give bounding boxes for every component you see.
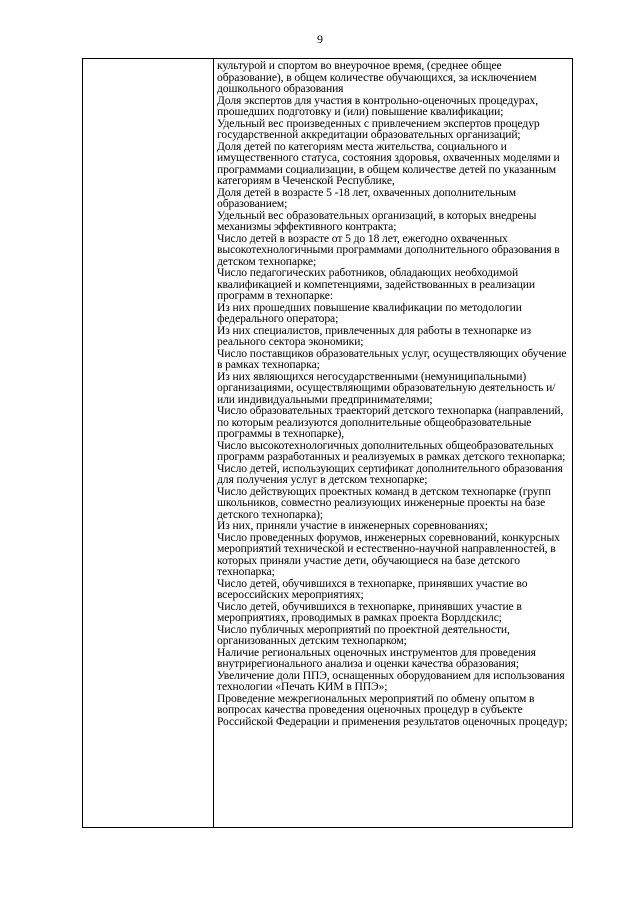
list-item: Число проведенных форумов, инженерных соревнований, конкурсных мероприятий технической и естественно-научной направленностей, в которых приняли участие дети, обучающиеся на базе детского технопарка; [217,530,560,578]
list-item: Из них, приняли участие в инженерных соревнованиях; [217,519,488,532]
list-item: Увеличение доли ППЭ, оснащенных оборудованием для использования технологии «Печать КИМ в ППЭ»; [217,668,565,693]
indicators-cell [214,59,573,828]
list-item: Из них являющихся негосударственными (немуниципальными) организациями, осуществляющими образовательную деятельность и/или индивидуальными предпринимателями; [217,369,556,406]
list-item: Проведение межрегиональных мероприятий по обмену опытом в вопросах качества проведения оценочных процедур в субъекте Российской Федерации и применения результатов оценочных процедур; [217,691,568,728]
list-item: Число действующих проектных команд в детском технопарке (групп школьников, совместно реализующих инженерные проекты на базе детского технопарка); [217,484,551,521]
list-item: Число детей, обучившихся в технопарке, принявших участие во всероссийских мероприятиях; [217,576,528,601]
list-item: Доля детей по категориям места жительства, социального и имущественного статуса, состояния здоровья, охваченных моделями и программами социализации, в общем количестве детей по указанным категориям в Чеченской Республике, [217,139,560,187]
list-item: Доля детей в возрасте 5 -18 лет, охваченных дополнительным образованием; [217,185,516,210]
list-item: Число детей в возрасте от 5 до 18 лет, ежегодно охваченных высокотехнологичными программами дополнительного образования в детском технопарке; [217,231,560,268]
list-item: Доля экспертов для участия в контрольно-оценочных процедурах, прошедших подготовку и (или) повышение квалификации; [217,93,539,118]
list-item: Удельный вес произведенных с привлечением экспертов процедур государственной аккредитации образовательных организаций; [217,116,540,141]
list-item: Число образовательных траекторий детского технопарка (направлений, по которым реализуются дополнительные общеобразовательные программы в технопарке), [217,404,564,440]
list-item: Из них прошедших повышение квалификации по методологии федерального оператора; [217,300,522,325]
list-item: Из них специалистов, привлеченных для работы в технопарке из реального сектора экономики; [217,323,531,348]
list-item: Удельный вес образовательных организаций, в которых внедрены механизмы эффективного контракта; [217,208,537,233]
list-item: Число педагогических работников, обладающих необходимой квалификацией и компетенциями, задействованных в реализации программ в технопарке: [217,266,535,302]
empty-left-cell [83,59,214,828]
document-table [82,58,573,828]
indicators-list [214,59,572,727]
list-item: Число поставщиков образовательных услуг, осуществляющих обучение в рамках технопарка; [217,346,567,371]
list-item: культурой и спортом во внеурочное время, (среднее общее образование), в общем количестве обучающихся, за исключением дошкольного образования [217,59,537,95]
list-item: Число высокотехнологичных дополнительных общеобразовательных программ разработанных и реализуемых в рамках детского технопарка; [217,438,566,463]
list-item: Число публичных мероприятий по проектной деятельности, организованных детским технопарком; [217,622,510,647]
table-row [83,59,573,828]
list-item: Наличие региональных оценочных инструментов для проведения внутрирегионального анализа и оценки качества образования; [217,645,536,670]
page-number: 9 [317,32,323,46]
list-item: Число детей, обучившихся в технопарке, принявших участие в мероприятиях, проводимых в рамках проекта Ворлдскилс; [217,599,522,624]
list-item: Число детей, использующих сертификат дополнительного образования для получения услуг в детском технопарке; [217,461,563,486]
